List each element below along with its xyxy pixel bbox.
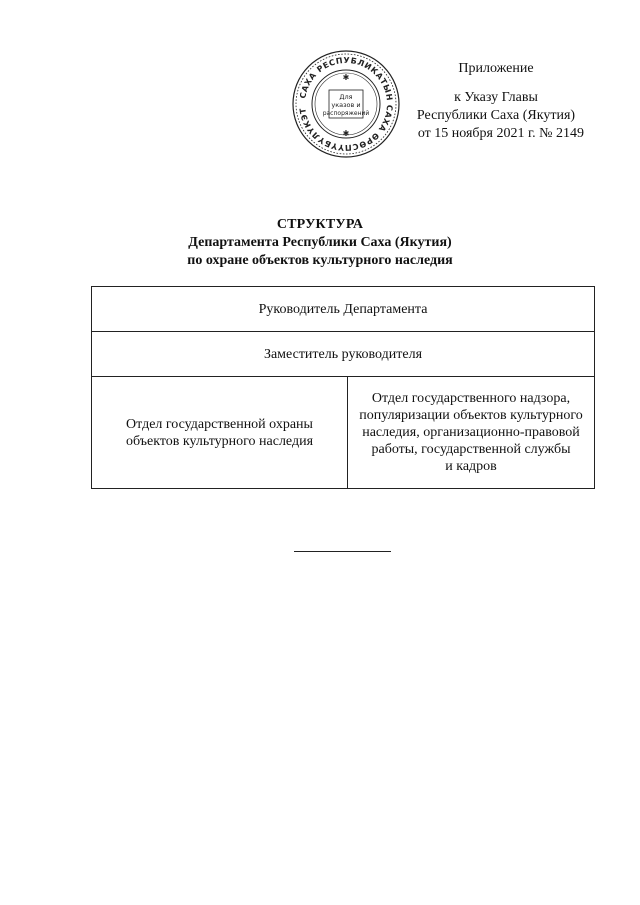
- table-row: [92, 377, 595, 489]
- seal-outer-text: САХА РЕСПУБЛИКАТЫН САХА ӨРӨСПҮҮБҮЛҮКЭТ: [298, 55, 395, 153]
- table-row: [92, 287, 595, 332]
- dept-supervision-cell: [348, 377, 595, 489]
- seal-star-top: ✱: [342, 73, 350, 82]
- title-department: Департамента Республики Саха (Якутия): [188, 235, 452, 250]
- title-main: СТРУКТУРА: [276, 217, 364, 232]
- official-seal: [290, 48, 402, 160]
- head-cell: Руководитель Департамента: [92, 287, 595, 332]
- dept-supervision-line2: популяризации объектов культурного: [359, 408, 583, 423]
- structure-table: [91, 286, 595, 489]
- dept-supervision-line1: Отдел государственного надзора,: [371, 391, 571, 406]
- document-title: [0, 216, 640, 270]
- appendix-decree-ref: к Указу Главы: [454, 90, 538, 105]
- seal-center-line3: распоряжений: [322, 110, 370, 117]
- title-subject: по охране объектов культурного наследия: [187, 253, 453, 268]
- dept-supervision-line3: наследия, организационно-правовой: [362, 425, 580, 440]
- end-separator-line: [294, 551, 391, 552]
- deputy-cell: Заместитель руководителя: [92, 332, 595, 377]
- appendix-date-number: от 15 ноября 2021 г. № 2149: [417, 126, 584, 141]
- seal-center-line1: Для: [339, 93, 353, 101]
- dept-supervision-line4: работы, государственной службы: [371, 442, 571, 457]
- seal-star-bottom: ✱: [342, 129, 350, 138]
- appendix-republic: Республики Саха (Якутия): [416, 108, 576, 123]
- dept-protection-line2: объектов культурного наследия: [125, 433, 314, 449]
- dept-supervision-line5: и кадров: [445, 459, 497, 474]
- dept-protection-cell: [92, 377, 348, 489]
- appendix-block: [398, 60, 594, 143]
- dept-protection-line1: Отдел государственной охраны: [126, 416, 313, 432]
- appendix-label: Приложение: [458, 61, 534, 76]
- seal-graphic: [290, 48, 402, 160]
- seal-center-line2: указов и: [331, 101, 361, 109]
- table-row: [92, 332, 595, 377]
